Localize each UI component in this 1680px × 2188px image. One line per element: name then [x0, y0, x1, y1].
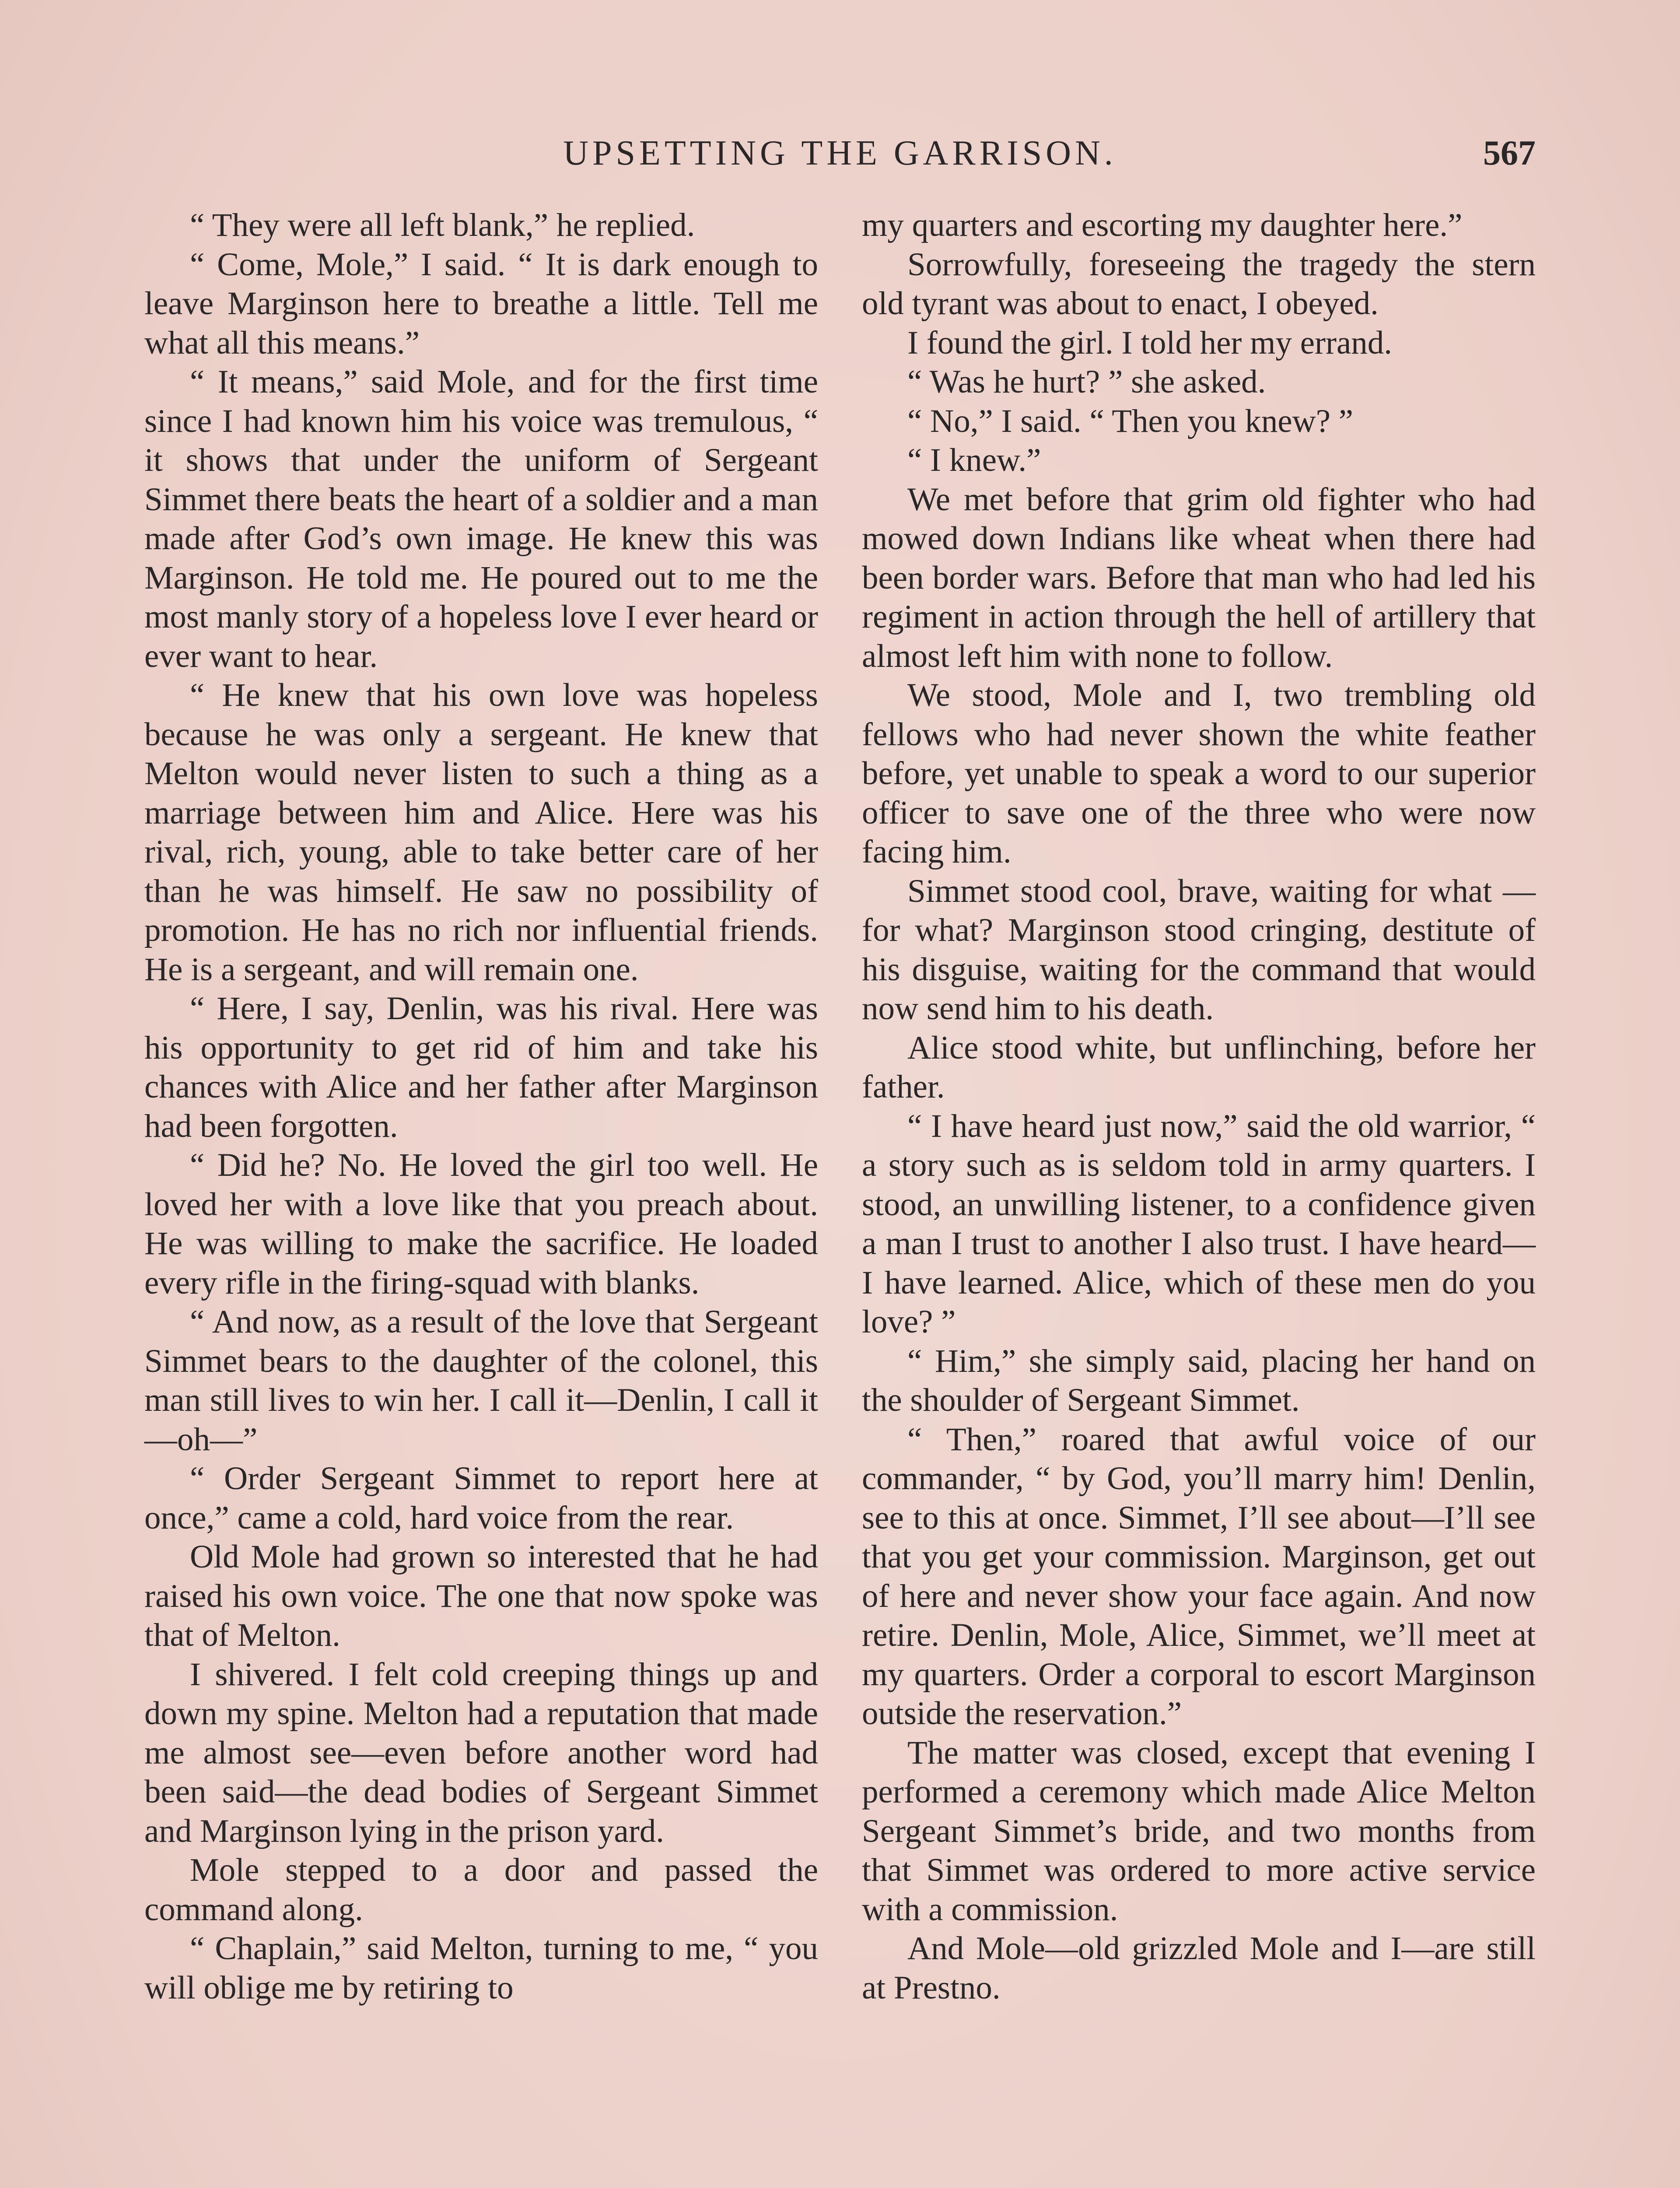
paragraph: Alice stood white, but unflinching, before her father.: [862, 1029, 1536, 1105]
paragraph: “ Chaplain,” said Melton, turning to me, “ you will oblige me by retiring to: [144, 1930, 818, 2006]
paragraph: I found the girl. I told her my errand.: [907, 324, 1393, 361]
paragraph: “ I knew.”: [907, 442, 1041, 478]
paragraph: “ And now, as a result of the love that Sergeant Simmet bears to the daughter of the colonel, this man still lives to win her. I call it—Denlin, I call it—oh—”: [144, 1304, 818, 1458]
paragraph: “ He knew that his own love was hopeless because he was only a sergeant. He knew that Melton would never listen to such a thing as a marriage between him and Alice. Here was his rival, rich, young, able to take better care of her than he was himself. He saw no possibility of promotion. He has no rich nor influential friends. He is a sergeant, and will remain one.: [144, 677, 818, 988]
paragraph: Mole stepped to a door and passed the command along.: [144, 1852, 818, 1928]
paragraph: “ They were all left blank,” he replied.: [190, 207, 695, 243]
paragraph: “ No,” I said. “ Then you knew? ”: [907, 403, 1354, 439]
right-column: [862, 206, 1536, 2188]
paragraph: Simmet stood cool, brave, waiting for what — for what? Marginson stood cringing, destitute of his disguise, waiting for the command that would now send him to his death.: [862, 873, 1536, 1027]
paragraph: Old Mole had grown so interested that he had raised his own voice. The one that now spoke was that of Melton.: [144, 1539, 818, 1653]
paragraph: “ Was he hurt? ” she asked.: [907, 364, 1266, 400]
paragraph: Sorrowfully, foreseeing the tragedy the stern old tyrant was about to enact, I obeyed.: [862, 246, 1536, 322]
paragraph: my quarters and escorting my daughter here.”: [862, 207, 1463, 243]
paragraph: “ I have heard just now,” said the old warrior, “ a story such as is seldom told in army quarters. I stood, an unwilling listener, to a confidence given a man I trust to another I also trust. I have heard—I have learned. Alice, which of these men do you love? ”: [862, 1108, 1536, 1340]
running-head: UPSETTING THE GARRISON.: [563, 134, 1117, 172]
left-column: [144, 206, 818, 2188]
paragraph: “ Here, I say, Denlin, was his rival. Here was his opportunity to get rid of him and take his chances with Alice and her father after Marginson had been forgotten.: [144, 990, 818, 1144]
paragraph: And Mole—old grizzled Mole and I—are still at Prestno.: [862, 1930, 1536, 2006]
text-columns: [144, 206, 1536, 2188]
paragraph: The matter was closed, except that evening I performed a ceremony which made Alice Melton Sergeant Simmet’s bride, and two months from that Simmet was ordered to more active service with a commission.: [862, 1734, 1536, 1928]
paragraph: We met before that grim old fighter who had mowed down Indians like wheat when there had been border wars. Before that man who had led his regiment in action through the hell of artillery that almost left him with none to follow.: [862, 481, 1536, 674]
paragraph: “ Order Sergeant Simmet to report here at once,” came a cold, hard voice from the rear.: [144, 1460, 818, 1536]
paragraph: “ Come, Mole,” I said. “ It is dark enough to leave Marginson here to breathe a little. Tell me what all this means.”: [144, 246, 818, 361]
paragraph: We stood, Mole and I, two trembling old fellows who had never shown the white feather before, yet unable to speak a word to our superior officer to save one of the three who were now facing him.: [862, 677, 1536, 870]
paragraph: I shivered. I felt cold creeping things up and down my spine. Melton had a reputation that made me almost see—even before another word had been said—the dead bodies of Sergeant Simmet and Marginson lying in the prison yard.: [144, 1656, 818, 1849]
paragraph: “ Him,” she simply said, placing her hand on the shoulder of Sergeant Simmet.: [862, 1343, 1536, 1418]
paragraph: “ Then,” roared that awful voice of our commander, “ by God, you’ll marry him! Denlin, see to this at once. Simmet, I’ll see about—I’ll see that you get your commission. Marginson, get out of here and never show your face again. And now retire. Denlin, Mole, Alice, Simmet, we’ll meet at my quarters. Order a corporal to escort Marginson outside the reservation.”: [862, 1421, 1536, 1732]
paragraph: “ It means,” said Mole, and for the first time since I had known him his voice was tremulous, “ it shows that under the uniform of Sergeant Simmet there beats the heart of a soldier and a man made after God’s own image. He knew this was Marginson. He told me. He poured out to me the most manly story of a hopeless love I ever heard or ever want to hear.: [144, 364, 818, 674]
paragraph: “ Did he? No. He loved the girl too well. He loved her with a love like that you preach about. He was willing to make the sacrifice. He loaded every rifle in the firing-squad with blanks.: [144, 1147, 818, 1301]
page-header: [144, 127, 1536, 184]
page-number: 567: [1483, 134, 1536, 172]
